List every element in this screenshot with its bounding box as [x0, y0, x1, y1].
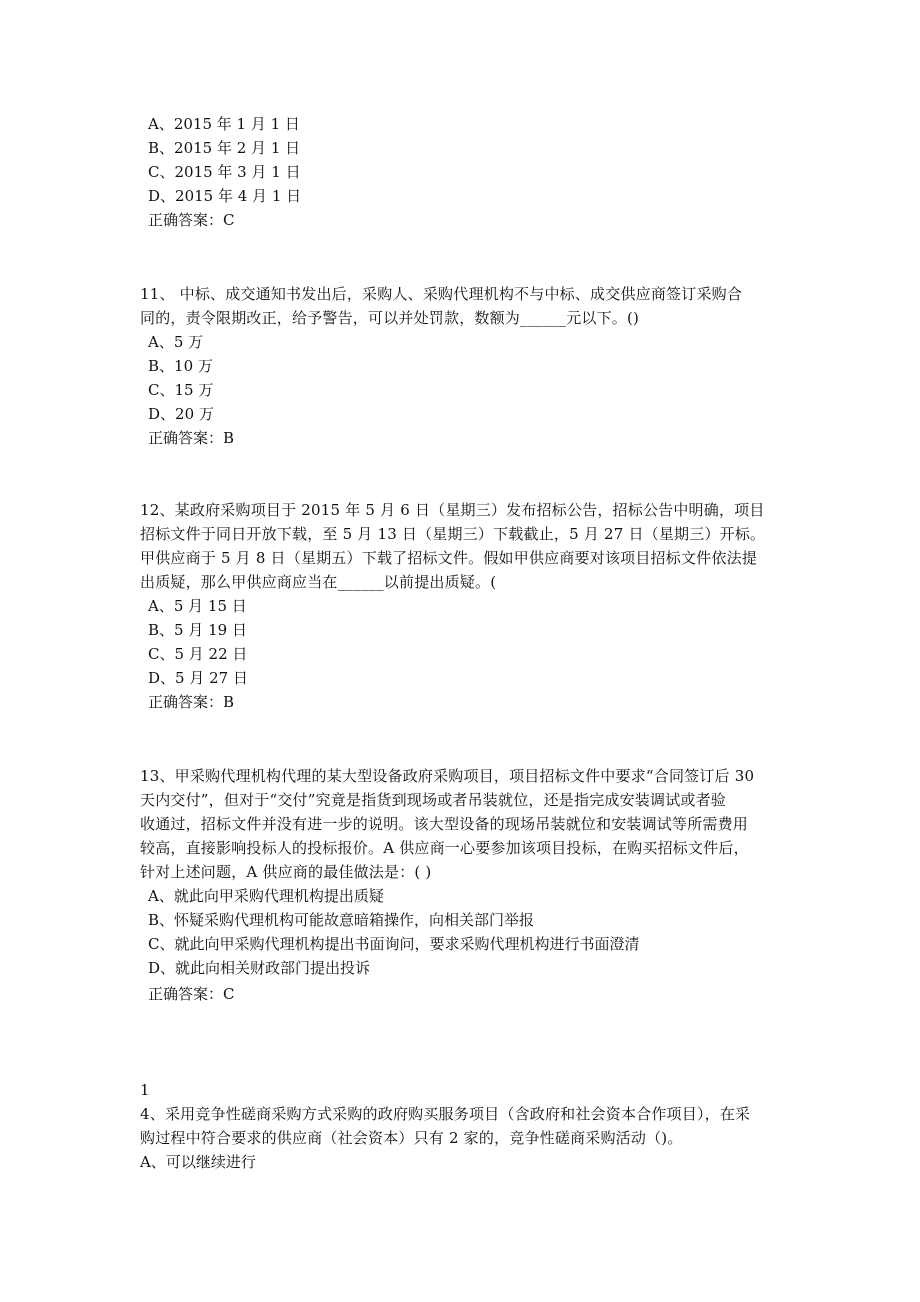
q12-option-d: D、5 月 27 日 — [148, 669, 248, 687]
q12-text-line-1: 12、某政府采购项目于 2015 年 5 月 6 日（星期三）发布招标公告，招标公告中明确，项目 — [140, 501, 765, 519]
q14-number-fragment: 1 — [140, 1081, 150, 1099]
q13-text-line-2: 天内交付”，但对于“交付”究竟是指货到现场或者吊装就位，还是指完成安装调试或者验 — [140, 791, 727, 809]
q13-option-b: B、怀疑采购代理机构可能故意暗箱操作，向相关部门举报 — [148, 911, 535, 929]
q11-option-d: D、20 万 — [148, 405, 214, 423]
q14-text-line-1: 4、采用竞争性磋商采购方式采购的政府购买服务项目（含政府和社会资本合作项目），在采 — [140, 1105, 751, 1123]
q13-option-c: C、就此向甲采购代理机构提出书面询问，要求采购代理机构进行书面澄清 — [148, 935, 640, 953]
q12-option-c: C、5 月 22 日 — [148, 645, 248, 663]
q10-option-c: C、2015 年 3 月 1 日 — [148, 163, 301, 181]
q11-option-b: B、10 万 — [148, 357, 213, 375]
q12-text-line-3: 甲供应商于 5 月 8 日（星期五）下载了招标文件。假如甲供应商要对该项目招标文件依法提 — [140, 549, 757, 567]
q13-option-d: D、就此向相关财政部门提出投诉 — [148, 959, 371, 977]
q13-answer: 正确答案：C — [148, 985, 235, 1003]
q12-text-line-2: 招标文件于同日开放下载，至 5 月 13 日（星期三）下载截止，5 月 27 日（星期三）开标。 — [140, 525, 766, 543]
q10-option-d: D、2015 年 4 月 1 日 — [148, 187, 302, 205]
q13-text-line-3: 收通过，招标文件并没有进一步的说明。该大型设备的现场吊装就位和安装调试等所需费用 — [140, 815, 749, 833]
q13-option-a: A、就此向甲采购代理机构提出质疑 — [148, 887, 384, 905]
q10-answer: 正确答案：C — [148, 211, 235, 229]
q14-option-a: A、可以继续进行 — [140, 1153, 256, 1171]
q13-text-line-5: 针对上述问题，A 供应商的最佳做法是：( ) — [140, 863, 432, 881]
q12-answer: 正确答案：B — [148, 693, 235, 711]
q12-option-b: B、5 月 19 日 — [148, 621, 247, 639]
q13-text-line-1: 13、甲采购代理机构代理的某大型设备政府采购项目，项目招标文件中要求“合同签订后 30 — [140, 767, 755, 785]
q11-option-c: C、15 万 — [148, 381, 214, 399]
q13-text-line-4: 较高，直接影响投标人的投标报价。A 供应商一心要参加该项目投标，在购买招标文件后， — [140, 839, 749, 857]
q11-answer: 正确答案：B — [148, 429, 235, 447]
q11-text-line-2: 同的，责令限期改正，给予警告，可以并处罚款，数额为______元以下。() — [140, 309, 640, 327]
q14-text-line-2: 购过程中符合要求的供应商（社会资本）只有 2 家的，竞争性磋商采购活动（)。 — [140, 1129, 683, 1147]
q10-option-a: A、2015 年 1 月 1 日 — [148, 115, 300, 133]
q12-text-line-4: 出质疑，那么甲供应商应当在______以前提出质疑。( — [140, 573, 497, 591]
q10-option-b: B、2015 年 2 月 1 日 — [148, 139, 301, 157]
q11-text-line-1: 11、 中标、成交通知书发出后，采购人、采购代理机构不与中标、成交供应商签订采购合 — [140, 285, 743, 303]
q11-option-a: A、5 万 — [148, 333, 204, 351]
q12-option-a: A、5 月 15 日 — [148, 597, 247, 615]
